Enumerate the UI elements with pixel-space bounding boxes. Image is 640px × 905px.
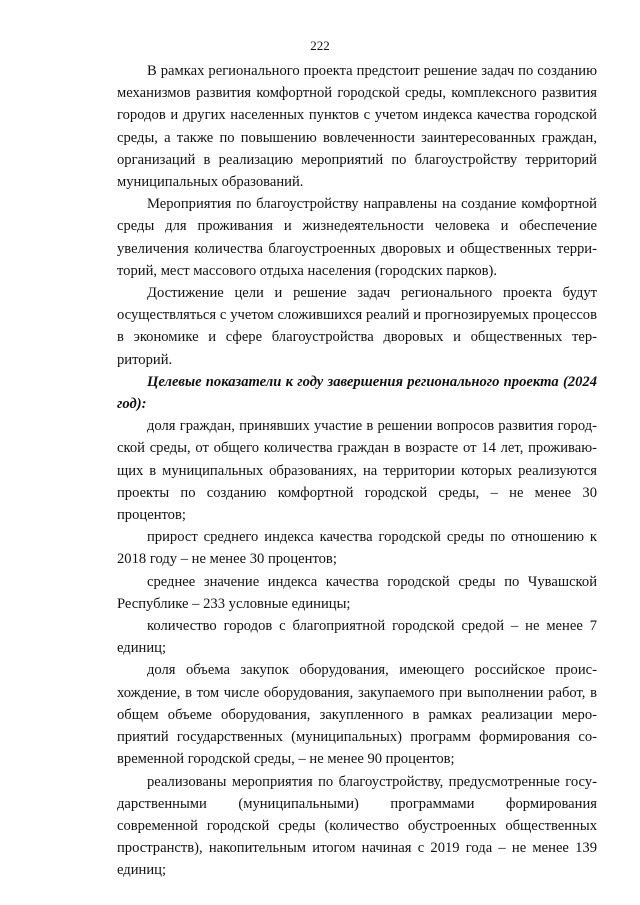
indicator-item: реализованы мероприятия по благоустройству, предусмотренные государственными (муниципальными) программами формирования современной городской среды (количество обустроенных общественных пространств), накопительным итогом начиная с 2019 года – не менее 139 единиц;	[117, 773, 597, 879]
indicator-item: доля объема закупок оборудования, имеющего российское происхождение, в том числе оборудования, закупаемого при выполнении работ, в общем объеме оборудования, закупленного в рамках реализации мероприятий государственных (муниципальных) программ формирования современной городской среды, – не менее 90 процентов;	[117, 662, 597, 768]
paragraph: Достижение цели и решение задач регионального проекта будут осуществляться с учетом сложившихся реалий и прогнозируемых процессов в экономике и сфере благоустройства дворовых и общественных территорий.	[117, 285, 597, 368]
indicator-item: количество городов с благоприятной городской средой – не менее 7 единиц;	[117, 618, 597, 657]
indicator-item: прирост среднего индекса качества городской среды по отношению к 2018 году – не менее 30 процентов;	[117, 529, 597, 568]
paragraph: В рамках регионального проекта предстоит решение задач по созданию механизмов развития комфортной городской среды, комплексного развития городов и других населенных пунктов с учетом индекса качества городской среды, а также по повышению вовлеченности заинтересованных граждан, организаций в реализацию мероприятий по благоустройству территорий муниципальных образований.	[117, 63, 597, 191]
paragraph: Мероприятия по благоустройству направлены на создание комфортной среды для проживания и жизнедеятельности человека и обеспечение увеличения количества благоустроенных дворовых и общественных территорий, мест массового отдыха населения (городских парков).	[117, 196, 597, 279]
page-number: 222	[310, 38, 330, 53]
indicator-item: доля граждан, принявших участие в решении вопросов развития городской среды, от общего количества граждан в возрасте от 14 лет, проживающих в муниципальных образованиях, на территории которых реализуются проекты по созданию комфортной городской среды, – не менее 30 процентов;	[117, 418, 597, 524]
indicator-item: среднее значение индекса качества городской среды по Чувашской Республике – 233 условные единицы;	[117, 573, 597, 612]
section-heading: Целевые показатели к году завершения регионального проекта (2024 год):	[117, 373, 597, 413]
document-body	[117, 60, 597, 882]
